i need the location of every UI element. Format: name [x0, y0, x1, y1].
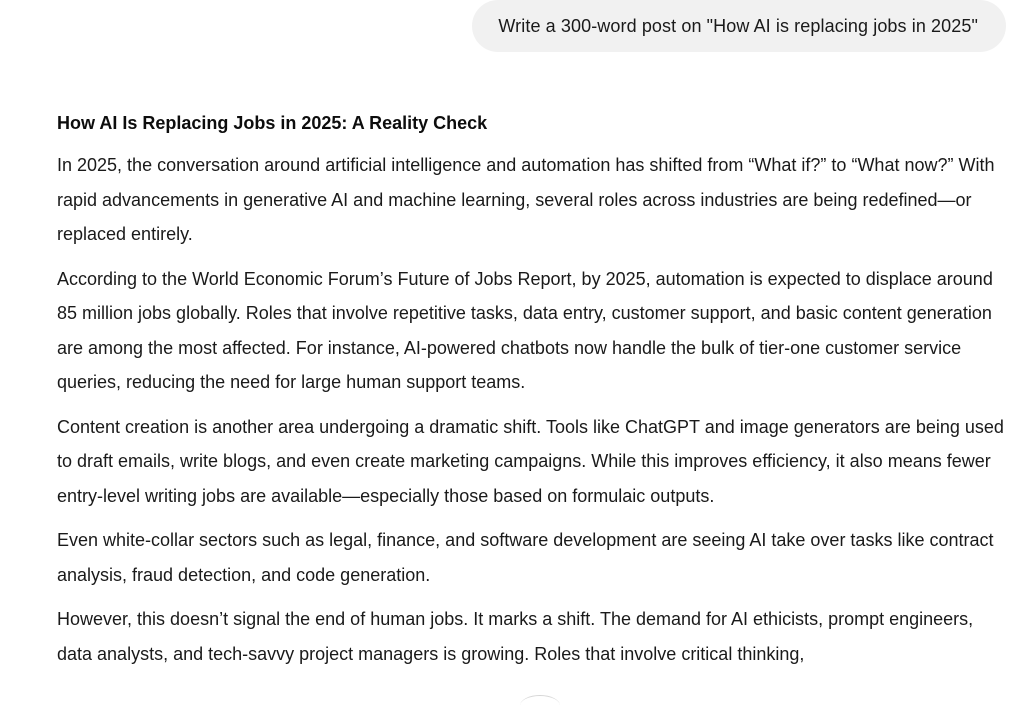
scroll-to-bottom-button[interactable]: [520, 695, 560, 705]
response-title: How AI Is Replacing Jobs in 2025: A Reality Check: [57, 113, 488, 133]
response-paragraph-1: In 2025, the conversation around artificial intelligence and automation has shifted from “What if?” to “What now?” With rapid advancements in generative AI and machine learning, several roles across industries are being redefined—or replaced entirely.: [57, 155, 995, 244]
response-paragraph-2: According to the World Economic Forum’s Future of Jobs Report, by 2025, automation is expected to displace around 85 million jobs globally. Roles that involve repetitive tasks, data entry, customer support, and basic content generation are among the most affected. For instance, AI-powered chatbots now handle the bulk of tier-one customer service queries, reducing the need for large human support teams.: [57, 268, 993, 392]
user-message-bubble[interactable]: Write a 300-word post on "How AI is replacing jobs in 2025": [472, 0, 1006, 52]
assistant-response: [57, 108, 1007, 681]
response-paragraph-4: Even white-collar sectors such as legal, finance, and software development are seeing AI take over tasks like contract analysis, fraud detection, and code generation.: [57, 530, 994, 585]
user-message-row: [472, 0, 1006, 52]
response-paragraph-5: However, this doesn’t signal the end of human jobs. It marks a shift. The demand for AI ethicists, prompt engineers, data analysts, and tech-savvy project managers is growing. Roles that involve critical thinking,: [57, 609, 974, 664]
response-paragraph-3: Content creation is another area undergoing a dramatic shift. Tools like ChatGPT and image generators are being used to draft emails, write blogs, and even create marketing campaigns. While this improves efficiency, it also means fewer entry-level writing jobs are available—especially those based on formulaic outputs.: [57, 416, 1004, 506]
